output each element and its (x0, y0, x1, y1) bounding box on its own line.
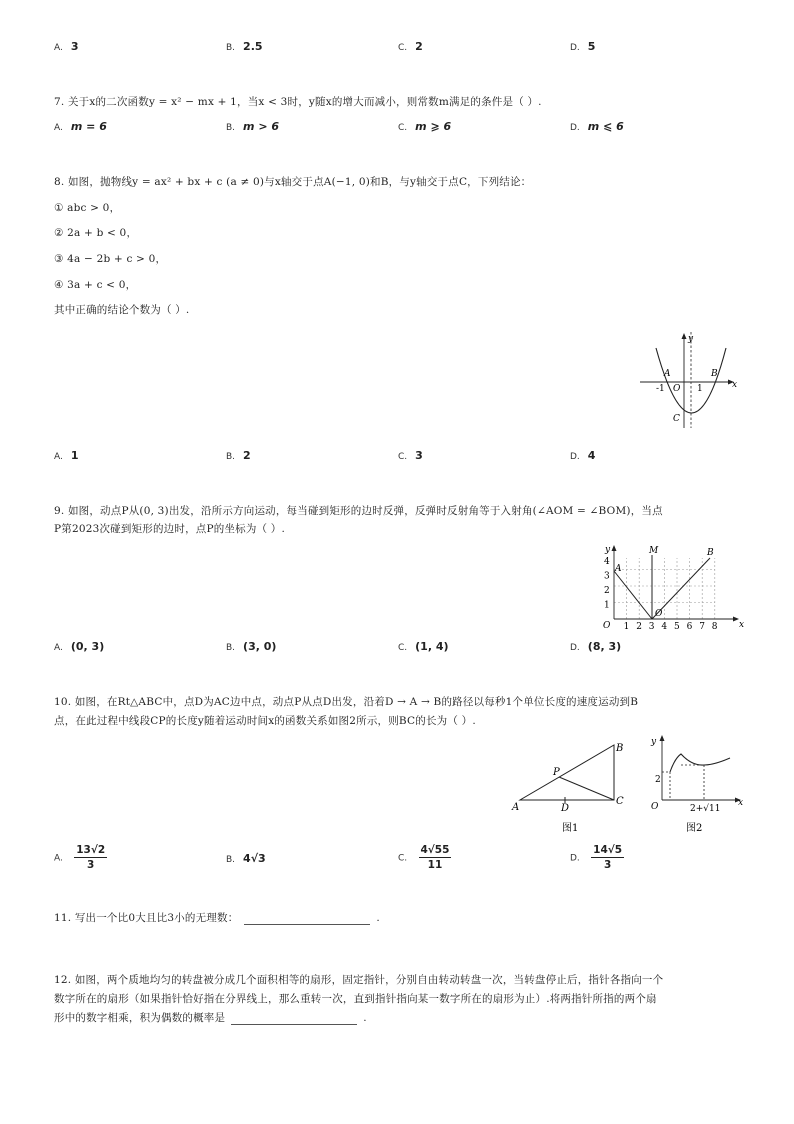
q6-option-b: B. 2.5 (226, 40, 263, 53)
q8-option-c: C. 3 (398, 449, 423, 462)
q9-option-d: D. (8, 3) (570, 640, 622, 653)
q11-answer-blank[interactable] (244, 912, 370, 925)
q9-label-x: x (739, 620, 745, 630)
q10-option-a-den: 3 (87, 859, 95, 871)
q12-line1: 12. 如图，两个质地均匀的转盘被分成几个面积相等的扇形，固定指针，分别自由转动转盘一次，当转盘停止后，指针各指向一个 (54, 974, 664, 986)
q10-option-a-num: 13√2 (76, 844, 106, 856)
q10-label-o: O (651, 802, 659, 812)
q10-y-arrow (660, 735, 665, 741)
q8-label-1: 1 (697, 384, 703, 394)
q9-option-a: A. (0, 3) (54, 640, 105, 653)
q12-line2: 数字所在的扇形（如果指针恰好指在分界线上，那么重转一次，直到指针指向某一数字所在的扇形为止）.将两指针所指的两个扇 (54, 993, 657, 1005)
q10-function-graph (648, 732, 748, 836)
q7-option-b: B. m > 6 (226, 120, 280, 133)
q9-x-tick-labels (624, 622, 718, 632)
q11-tail: . (376, 912, 380, 924)
q10-triangle-figure (510, 738, 634, 836)
q8-conclusion-3: ③ 4a − 2b + c > 0， (54, 253, 167, 265)
q9-label-o2: O (655, 609, 663, 619)
q8-parabola-curve (656, 348, 726, 413)
q8-conclusion-2: ② 2a + b < 0， (54, 227, 138, 239)
q9-x-tick-label: 6 (686, 622, 693, 632)
q9-option-c: C. (1, 4) (398, 640, 449, 653)
q12-answer-blank[interactable] (231, 1012, 357, 1025)
q8-option-b: B. 2 (226, 449, 251, 462)
q10-label-b: B (616, 743, 624, 754)
q8-label-neg1: -1 (656, 384, 665, 394)
q10-option-d-den: 3 (603, 859, 612, 871)
q9-stem-line1: 9. 如图，动点P从(0, 3)出发，沿所示方向运动，每当碰到矩形的边时反弹，反弹时反射角等于入射角(∠AOM = ∠BOM)，当点 (54, 505, 663, 517)
q7-option-d: D. m ⩽ 6 (570, 120, 624, 133)
q10-option-d: D. $\frac{14√5}{3}$ (570, 844, 623, 871)
q10-option-d-num: 14√5 (593, 844, 623, 856)
q9-label-a: A (615, 564, 622, 574)
q6-option-d: D. 5 (570, 40, 596, 53)
q8-parabola-figure (636, 328, 746, 432)
q9-option-b: B. (3, 0) (226, 640, 277, 653)
q9-grid-lines (614, 558, 715, 619)
q8-label-b: B (711, 369, 718, 379)
q9-y-tick-labels (604, 557, 610, 611)
q9-x-tick-label: 8 (711, 622, 718, 632)
q8-y-arrow (682, 333, 687, 339)
q12-line3-wrap (54, 1010, 367, 1025)
q8-label-o: O (673, 384, 681, 394)
q9-x-tick-label: 4 (661, 622, 668, 632)
q8-label-y: y (688, 334, 694, 344)
q9-y-tick-label: 1 (604, 600, 610, 611)
q9-y-tick-label: 2 (604, 585, 610, 596)
q10-curve (670, 754, 730, 772)
q9-x-tick-label: 5 (674, 622, 680, 632)
q10-segment-cp (559, 777, 614, 800)
q8-conclusion-4: ④ 3a + c < 0， (54, 279, 137, 291)
q8-label-x: x (732, 380, 738, 390)
q9-x-tick-label: 2 (636, 622, 642, 632)
q6-option-a: A. 3 (54, 40, 79, 53)
q10-option-c-num: 4√55 (420, 844, 450, 856)
q8-option-a: A. 1 (54, 449, 79, 462)
q10-label-c: C (616, 796, 624, 807)
q9-path-ao (614, 571, 652, 619)
q11 (54, 910, 380, 925)
q8-question: 其中正确的结论个数为（ ）. (54, 304, 190, 316)
q9-x-tick-label: 3 (648, 622, 655, 632)
q9-stem-line2: P第2023次碰到矩形的边时，点P的坐标为（ ）. (54, 523, 286, 535)
q10-option-c-den: 11 (427, 859, 443, 871)
q10-option-c: C. $\frac{4√55}{11}$ (398, 844, 450, 871)
q9-label-y: y (605, 545, 611, 555)
q8-conclusion-1: ① abc > 0， (54, 202, 121, 214)
q10-label-xmark: 2+√11 (690, 804, 721, 814)
q8-label-a: A (664, 369, 671, 379)
q9-label-o: O (603, 621, 611, 631)
q10-triangle-abc (520, 745, 614, 800)
q8-option-d: D. 4 (570, 449, 596, 462)
q9-x-tick-label: 1 (623, 622, 630, 632)
q8-label-c: C (673, 414, 680, 424)
q6-option-c: C. 2 (398, 40, 423, 53)
q9-label-m: M (649, 546, 659, 556)
q10-fig1-caption: 图1 (562, 823, 579, 834)
q10-label-2: 2 (655, 775, 661, 785)
q9-y-arrow (612, 545, 617, 551)
q10-label-y: y (651, 737, 657, 747)
q9-y-tick-label: 3 (604, 571, 610, 582)
q10-label-p: P (553, 767, 560, 778)
q10-label-x: x (738, 798, 744, 808)
q9-x-tick-label: 7 (699, 622, 705, 632)
q10-stem-line1: 10. 如图，在Rt△ABC中，点D为AC边中点，动点P从点D出发，沿着D → A → B的路径以每秒1个单位长度的速度运动到B (54, 696, 639, 708)
q7-option-c: C. m ⩾ 6 (398, 120, 452, 133)
q9-label-b: B (707, 548, 714, 558)
q10-label-d: D (561, 803, 570, 814)
q12-line3: 形中的数字相乘，积为偶数的概率是 (54, 1012, 226, 1024)
q10-option-a: A. $\frac{13√2}{3}$ (54, 844, 106, 871)
q10-stem-line2: 点，在此过程中线段CP的长度y随着运动时间x的函数关系如图2所示，则BC的长为（ ）. (54, 715, 476, 727)
q11-stem: 11. 写出一个比0大且比3小的无理数： (54, 912, 239, 924)
q9-grid-figure (600, 540, 746, 632)
q10-option-b: B. 4√3 (226, 852, 266, 865)
q9-y-tick-label: 4 (604, 556, 610, 567)
q8-stem: 8. 如图，抛物线y = ax² + bx + c (a ≠ 0)与x轴交于点A(−1, 0)和B，与y轴交于点C，下列结论： (54, 176, 532, 188)
q10-label-a: A (512, 802, 520, 813)
q10-fig2-caption: 图2 (686, 823, 703, 834)
q7-option-a: A. m = 6 (54, 120, 107, 133)
q7-stem: 7. 关于x的二次函数y = x² − mx + 1，当x < 3时，y随x的增大而减小，则常数m满足的条件是（ ）. (54, 96, 542, 108)
q12-tail: . (363, 1012, 367, 1024)
